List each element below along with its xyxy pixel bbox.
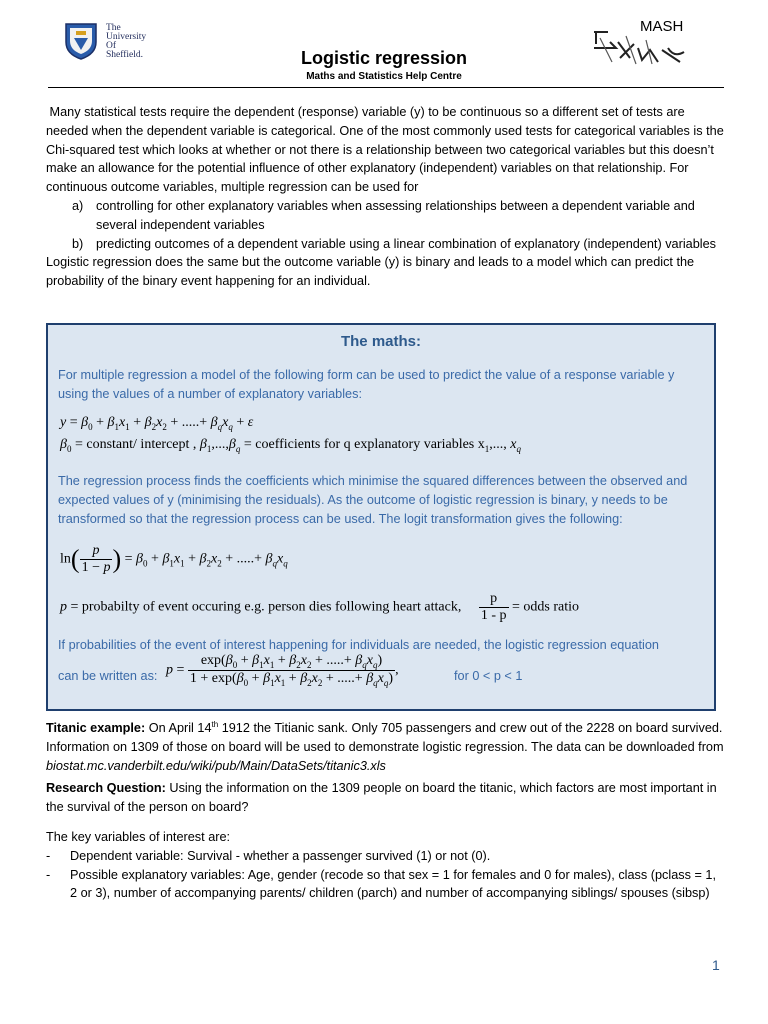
header-divider <box>48 87 724 88</box>
maths-heading: The maths: <box>340 333 421 350</box>
list-text: controlling for other explanatory variables when assessing relationships between a dependent variable and several independent variables <box>96 198 695 232</box>
maths-intro-text: For multiple regression a model of the following form can be used to predict the value of a response variable y using the values of a number of explanatory variables: <box>58 368 675 401</box>
page-number: 1 <box>712 957 720 973</box>
can-be-written-text: can be written as: <box>58 669 158 683</box>
mash-logo <box>590 18 700 68</box>
p-definition-text: = probabilty of event occuring e.g. person dies following heart attack, <box>67 599 462 615</box>
list-item <box>72 235 726 254</box>
probability-definition: p = probabilty of event occuring e.g. person dies following heart attack, $\frac{p}{1 - p}$ = odds ratio <box>60 591 580 623</box>
bullet: - <box>46 848 51 863</box>
list-label: b) <box>72 236 84 251</box>
document-title: Logistic regression <box>300 48 468 68</box>
titanic-text-start: On April 14 <box>145 721 212 736</box>
intercept-text: = constant/ intercept , <box>71 437 200 452</box>
odds-ratio-text: = odds ratio <box>508 599 580 615</box>
list-text: Possible explanatory variables: Age, gender (recode so that sex = 1 for females and 0 for males), class (pclass = 1, 2 or 3), number of accompanying parents/ children (parch) and number of accompanying siblings/ spouses (sibsp) <box>70 867 716 901</box>
research-text: Using the information on the 1309 people on board the titanic, which factors are most important in the survival of the person on board? <box>46 781 717 814</box>
coefficients-text: = coefficients for q explanatory variables x <box>240 437 485 452</box>
probability-intro-text: If probabilities of the event of interest happening for individuals are needed, the logistic regression equation <box>58 638 659 652</box>
university-name: The University Of Sheffield. <box>106 23 147 60</box>
uses-list <box>46 197 726 253</box>
titanic-example <box>46 716 726 776</box>
logistic-equation: p = $\frac{\exp(\beta_0 + \beta_1x_1 + \beta_2x_2 + .....+ \beta_qx_q)}{1 + \exp(\beta_0 + \beta_1x_1 + \beta_2x_2 + .....+ \beta_qx_q)}$ , <box>166 653 399 688</box>
probability-range-text: for 0 < p < 1 <box>454 669 523 683</box>
logistic-paragraph: Logistic regression does the same but the outcome variable (y) is binary and leads to a model which can predict the probability of the binary event happening for an individual. <box>46 255 695 289</box>
ordinal-superscript: th <box>211 720 219 729</box>
variables-heading: The key variables of interest are: <box>46 830 231 844</box>
regression-equation: $y = \beta_0 + \beta_1x_1 + \beta_2x_2$ + .....+ $\beta_qx_q + \varepsilon$ <box>60 415 254 432</box>
list-text: predicting outcomes of a dependent variable using a linear combination of explanatory (independent) variables <box>96 236 716 251</box>
maths-box <box>46 323 716 711</box>
list-label: a) <box>72 198 84 213</box>
research-question <box>46 779 726 817</box>
mash-label: MASH <box>640 18 684 35</box>
coefficient-definition: $\beta_0$ = constant/ intercept , $\beta_1,...,\beta_q$ = coefficients for q explanatory variables $x_1$,..., $x_q$ <box>60 437 521 454</box>
regression-process-text: The regression process finds the coefficients which minimise the squared differences between the observed and expected values of y (minimising the residuals). As the outcome of logistic regression is binary, y needs to be transformed so that the regression process can be used. The logit transformation gives the following: <box>58 474 688 526</box>
titanic-label: Titanic example: <box>46 721 146 736</box>
list-text: Dependent variable: Survival - whether a passenger survived (1) or not (0). <box>70 848 491 863</box>
intro-paragraph <box>46 103 726 197</box>
intro-text: Many statistical tests require the dependent (response) variable (y) to be continuous so a different set of tests are needed when the dependent variable is categorical. One of the most commonly used tests for categorical variables is the Chi-squared test which looks at whether or not there is a relationship between two categorical variables but this doesn’t make an allowance for the potential influence of other explanatory (independent) variables on that relationship. For continuous outcome variables, multiple regression can be used for <box>46 105 724 195</box>
list-item <box>72 197 726 235</box>
intro-section <box>46 103 726 291</box>
titanic-text: 1912 the Titianic sank. Only 705 passengers and crew out of the 2228 on board survived. Information on 1309 of those on board will be used to demonstrate logistic regression. The data can be downloaded from <box>46 721 724 755</box>
research-label: Research Question: <box>46 781 166 795</box>
list-item <box>46 847 726 866</box>
logit-equation: ln( $\frac{p}{1 - p}$ ) = $\beta_0 + \beta_1x_1 + \beta_2x_2$ + .....+ $\beta_qx_q$ <box>60 543 288 575</box>
list-item <box>46 866 726 904</box>
key-variables <box>46 828 726 903</box>
bullet: - <box>46 867 51 882</box>
dataset-url: biostat.mc.vanderbilt.edu/wiki/pub/Main/DataSets/titanic3.xls <box>46 758 386 773</box>
document-subtitle: Maths and Statistics Help Centre <box>306 71 462 82</box>
